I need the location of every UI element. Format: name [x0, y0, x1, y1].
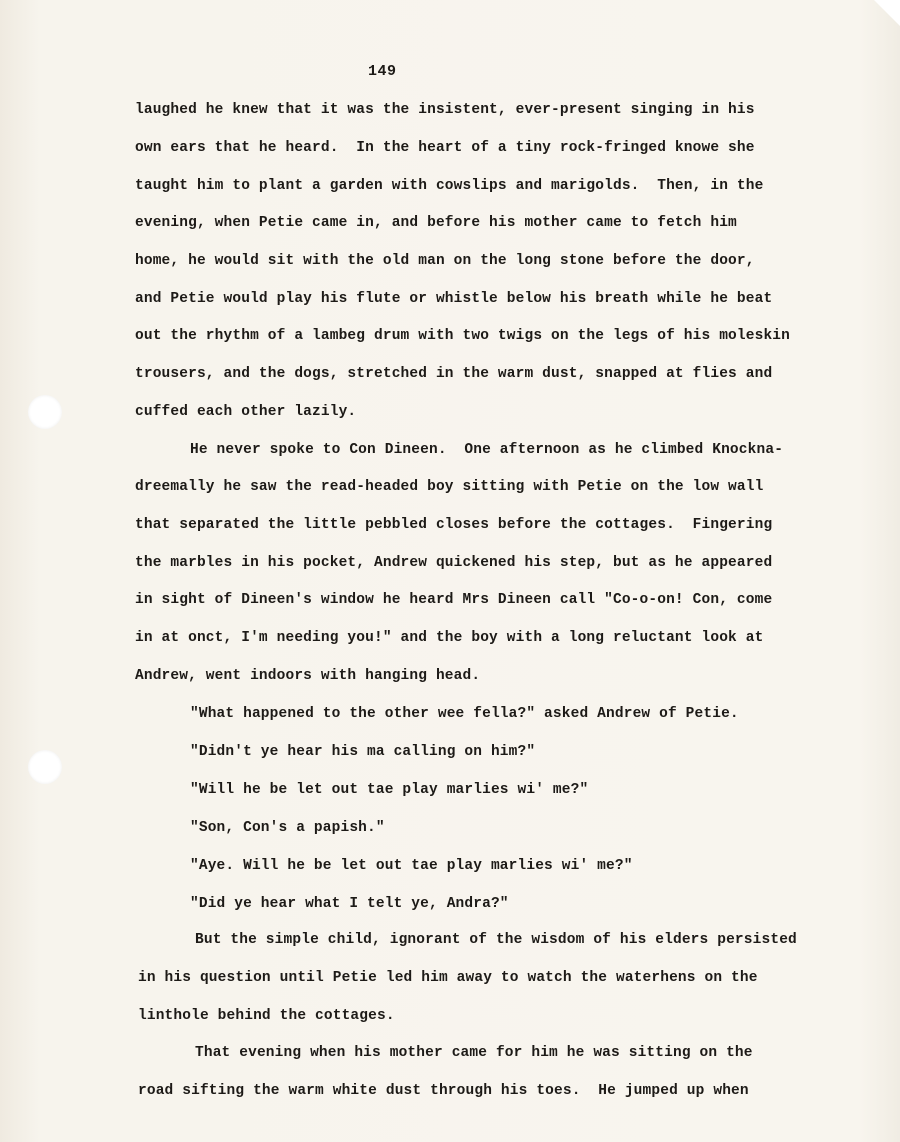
text-line-11: dreemally he saw the read-headed boy sitting with Petie on the low wall — [135, 479, 764, 495]
text-line-14: in sight of Dineen's window he heard Mrs Dineen call "Co-o-on! Con, come — [135, 592, 773, 608]
text-line-18: "Didn't ye hear his ma calling on him?" — [190, 744, 536, 760]
text-line-23: But the simple child, ignorant of the wisdom of his elders persisted — [195, 932, 797, 948]
text-line-9: cuffed each other lazily. — [135, 404, 357, 420]
page-number: 149 — [368, 63, 397, 80]
punch-hole-upper — [28, 395, 62, 429]
text-line-5: home, he would sit with the old man on the long stone before the door, — [135, 253, 755, 269]
text-line-15: in at onct, I'm needing you!" and the boy with a long reluctant look at — [135, 630, 764, 646]
text-line-25: linthole behind the cottages. — [138, 1008, 395, 1024]
text-line-22: "Did ye hear what I telt ye, Andra?" — [190, 896, 509, 912]
text-line-4: evening, when Petie came in, and before his mother came to fetch him — [135, 215, 737, 231]
text-line-8: trousers, and the dogs, stretched in the warm dust, snapped at flies and — [135, 366, 773, 382]
punch-hole-lower — [28, 750, 62, 784]
text-line-10: He never spoke to Con Dineen. One afternoon as he climbed Knockna- — [190, 442, 784, 458]
text-line-27: road sifting the warm white dust through his toes. He jumped up when — [138, 1083, 749, 1099]
text-line-12: that separated the little pebbled closes before the cottages. Fingering — [135, 517, 773, 533]
text-line-24: in his question until Petie led him away to watch the waterhens on the — [138, 970, 758, 986]
text-line-13: the marbles in his pocket, Andrew quickened his step, but as he appeared — [135, 555, 773, 571]
text-line-21: "Aye. Will he be let out tae play marlies wi' me?" — [190, 858, 633, 874]
text-line-6: and Petie would play his flute or whistle below his breath while he beat — [135, 291, 773, 307]
text-line-1: laughed he knew that it was the insistent, ever-present singing in his — [135, 102, 755, 118]
text-line-2: own ears that he heard. In the heart of a tiny rock-fringed knowe she — [135, 140, 755, 156]
text-line-7: out the rhythm of a lambeg drum with two twigs on the legs of his moleskin — [135, 328, 791, 344]
text-line-20: "Son, Con's a papish." — [190, 820, 385, 836]
folded-corner — [874, 0, 900, 26]
text-line-17: "What happened to the other wee fella?" asked Andrew of Petie. — [190, 706, 739, 722]
text-line-16: Andrew, went indoors with hanging head. — [135, 668, 481, 684]
text-line-26: That evening when his mother came for him he was sitting on the — [195, 1045, 753, 1061]
text-line-19: "Will he be let out tae play marlies wi' me?" — [190, 782, 589, 798]
text-line-3: taught him to plant a garden with cowslips and marigolds. Then, in the — [135, 178, 764, 194]
